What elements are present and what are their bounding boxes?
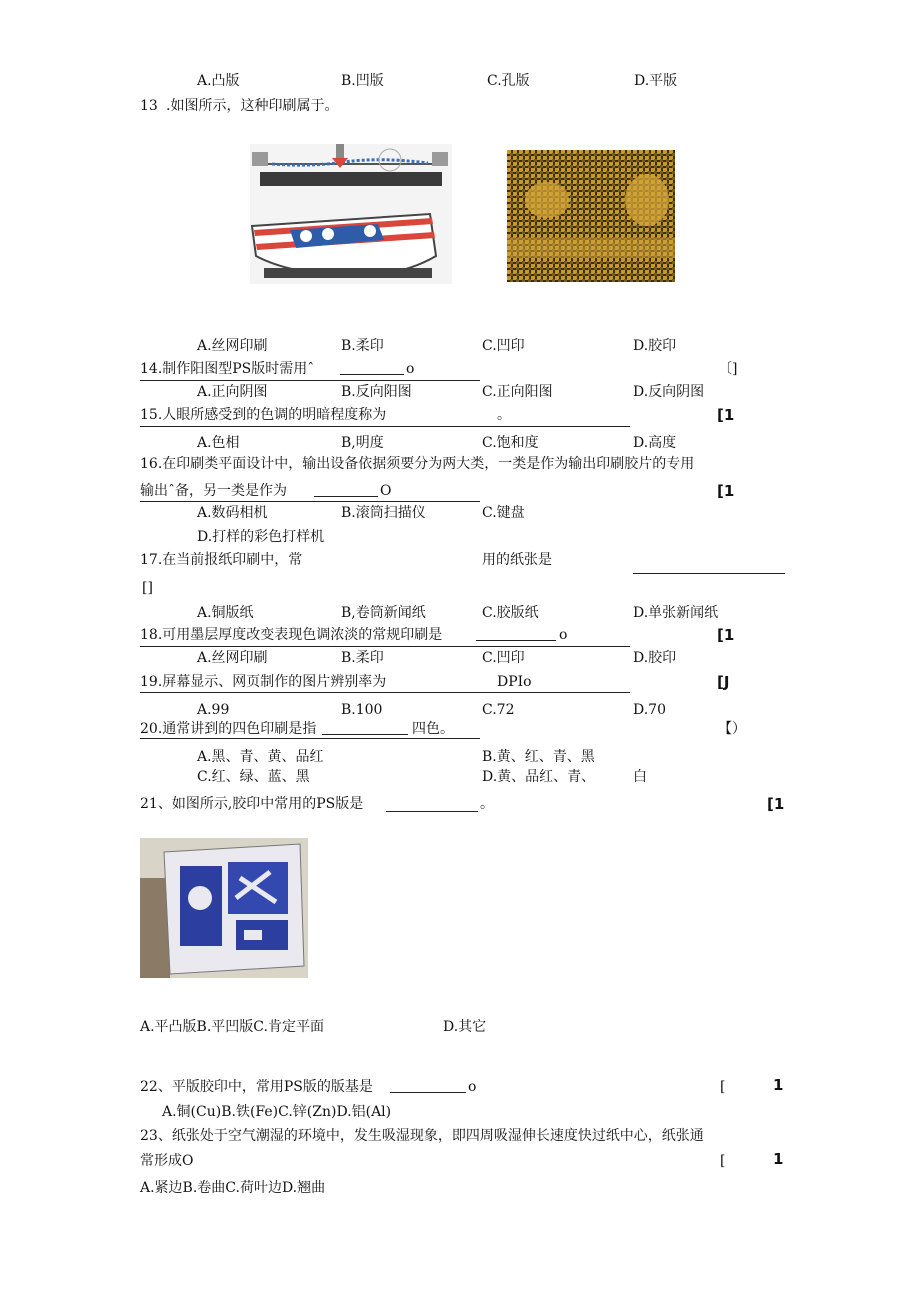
- q16-blank: [314, 496, 378, 497]
- screen-mesh-photo: [507, 150, 675, 282]
- q15-bracket: [1: [717, 406, 735, 424]
- q18-option-a: A.丝网印刷: [197, 650, 268, 666]
- q18-stem: 18.可用墨层厚度改变表现色调浓淡的常规印刷是: [140, 627, 443, 643]
- q20-option-d-tail: 白: [633, 769, 647, 785]
- q16-line2: 输出ˆ备，另一类是作为: [140, 483, 287, 499]
- q15-stem: 15.人眼所感受到的色调的明暗程度称为: [140, 407, 387, 423]
- q20-end: 四色。: [412, 721, 454, 737]
- q21-end: 。: [480, 796, 494, 812]
- q23-line1: 23、纸张处于空气潮湿的环境中，发生吸湿现象，即四周吸湿伸长速度快过纸中心，纸张通: [140, 1128, 704, 1144]
- q17-bracket: []: [142, 580, 153, 596]
- q13-number: 13: [140, 98, 158, 114]
- q14-option-a: A.正向阴图: [197, 384, 268, 400]
- q13-option-a: A.丝网印刷: [197, 338, 268, 354]
- q20-option-a: A.黑、青、黄、品红: [197, 749, 324, 765]
- q18-bracket: [1: [717, 626, 735, 644]
- q23-options: A.紧边B.卷曲C.荷叶边D.翘曲: [140, 1180, 326, 1196]
- q16-rule: [140, 501, 480, 502]
- q20-stem: 20.通常讲到的四色印刷是指: [140, 721, 317, 737]
- q19-option-a: A.99: [197, 702, 230, 718]
- q17-option-c: C.胶版纸: [482, 605, 539, 621]
- q15-end: 。: [497, 407, 511, 423]
- q16-option-a: A.数码相机: [197, 505, 268, 521]
- q16-bracket: [1: [717, 482, 735, 500]
- ps-plate-photo: [140, 838, 308, 978]
- q18-option-b: B.柔印: [341, 650, 384, 666]
- q22-end: o: [468, 1079, 477, 1095]
- q14-end: o: [406, 361, 415, 377]
- q19-rule: [140, 692, 630, 693]
- q15-option-d: D.高度: [633, 435, 677, 451]
- q17-option-a: A.铜版纸: [197, 605, 254, 621]
- q12-option-b: B.凹版: [341, 73, 384, 89]
- q14-option-d: D.反向阴图: [633, 384, 705, 400]
- q22-bracket-right: 1: [773, 1076, 784, 1094]
- q23-line2: 常形成O: [140, 1153, 194, 1169]
- q14-bracket: 〔]: [718, 361, 738, 377]
- q16-end: O: [380, 483, 392, 499]
- q18-end: o: [559, 627, 568, 643]
- q14-blank: [340, 374, 404, 375]
- q13-stem: .如图所示，这种印刷属于。: [166, 98, 339, 114]
- q20-option-c: C.红、绿、蓝、黑: [197, 769, 310, 785]
- q22-blank: [390, 1092, 466, 1093]
- q18-option-c: C.凹印: [482, 650, 525, 666]
- q16-option-b: B.滚筒扫描仪: [341, 505, 426, 521]
- q18-option-d: D.胶印: [633, 650, 677, 666]
- q16-option-c: C.键盘: [482, 505, 525, 521]
- q14-option-b: B.反向阳图: [341, 384, 412, 400]
- q19-option-b: B.100: [341, 702, 383, 718]
- q20-option-d: D.黄、品红、青、: [482, 769, 596, 785]
- q17-option-d: D.单张新闻纸: [633, 605, 719, 621]
- q19-stem: 19.屏幕显示、网页制作的图片辨别率为: [140, 674, 387, 690]
- q15-rule: [140, 426, 630, 427]
- q19-option-d: D.70: [633, 702, 666, 718]
- q21-option-d: D.其它: [443, 1019, 487, 1035]
- q13-option-b: B.柔印: [341, 338, 384, 354]
- q17-stem-part1: 17.在当前报纸印刷中，常: [140, 552, 303, 568]
- q23-bracket-right: 1: [773, 1150, 784, 1168]
- q20-rule: [140, 738, 480, 739]
- q13-option-d: D.胶印: [633, 338, 677, 354]
- q20-blank: [322, 734, 408, 735]
- q13-option-c: C.凹印: [482, 338, 525, 354]
- q18-rule: [140, 646, 630, 647]
- q23-bracket-left: [: [720, 1153, 726, 1169]
- q17-blank: [633, 573, 785, 574]
- q12-option-d: D.平版: [634, 73, 678, 89]
- printing-press-diagram: [250, 144, 452, 284]
- q21-blank: [386, 811, 478, 812]
- q14-stem: 14.制作阳图型PS版时需用ˆ: [140, 361, 315, 377]
- q21-bracket: [1: [767, 795, 785, 813]
- q15-option-c: C.饱和度: [482, 435, 539, 451]
- q22-stem: 22、平版胶印中，常用PS版的版基是: [140, 1079, 373, 1095]
- q18-blank: [476, 640, 556, 641]
- q16-line1: 16.在印刷类平面设计中，输出设备依据须要分为两大类，一类是作为输出印刷胶片的专用: [140, 456, 695, 472]
- q22-bracket-left: [: [720, 1079, 726, 1095]
- q21-options: A.平凸版B.平凹版C.肯定平面: [140, 1019, 324, 1035]
- q19-end: DPIo: [497, 674, 532, 690]
- q16-option-d: D.打样的彩色打样机: [197, 529, 325, 545]
- q15-option-a: A.色相: [197, 435, 240, 451]
- q19-bracket: [J: [717, 673, 730, 691]
- q22-options: A.铜(Cu)B.铁(Fe)C.锌(Zn)D.铝(Al): [162, 1104, 392, 1120]
- q20-option-b: B.黄、红、青、黑: [482, 749, 595, 765]
- q17-stem-part2: 用的纸张是: [482, 552, 552, 568]
- q12-option-a: A.凸版: [197, 73, 240, 89]
- q19-option-c: C.72: [482, 702, 515, 718]
- q14-option-c: C.正向阳图: [482, 384, 553, 400]
- q21-stem: 21、如图所示,胶印中常用的PS版是: [140, 796, 364, 812]
- q15-option-b: B,明度: [341, 435, 384, 451]
- q12-option-c: C.孔版: [487, 73, 530, 89]
- q14-rule: [140, 380, 480, 381]
- q20-bracket: 【）: [718, 721, 746, 737]
- q17-option-b: B,卷筒新闻纸: [341, 605, 426, 621]
